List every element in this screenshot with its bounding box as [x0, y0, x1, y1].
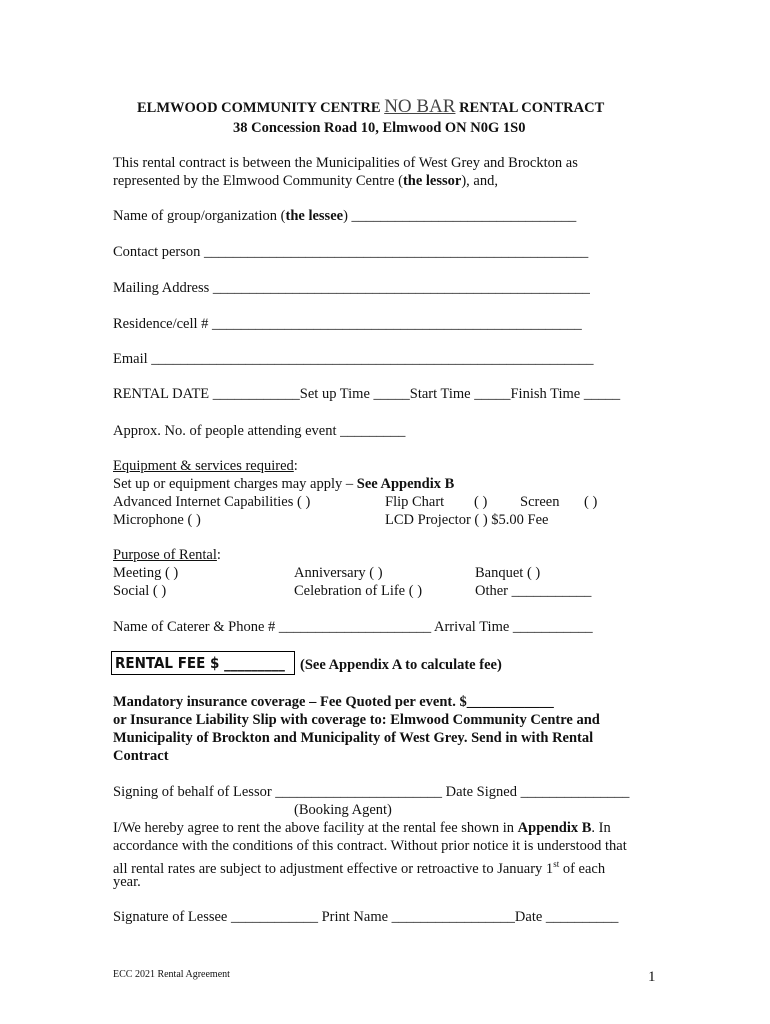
lessor-signing-field[interactable]: Signing of behalf of Lessor _______________________ Date Signed _______________	[113, 784, 630, 800]
mailing-address-field[interactable]: Mailing Address ____________________________________________________	[113, 280, 590, 296]
insurance-line-2: or Insurance Liability Slip with coverage to: Elmwood Community Centre and	[113, 712, 600, 728]
social-option[interactable]: Social ( )	[113, 583, 167, 599]
banquet-option[interactable]: Banquet ( )	[475, 565, 541, 581]
equipment-heading: Equipment & services required:	[113, 458, 298, 474]
insurance-line-3: Municipality of Brockton and Municipality of West Grey. Send in with Rental	[113, 730, 594, 746]
agreement-line-2: accordance with the conditions of this contract. Without prior notice it is understood that	[113, 838, 627, 854]
agreement-line-1: I/We hereby agree to rent the above facility at the rental fee shown in Appendix B. In	[113, 820, 611, 836]
purpose-heading: Purpose of Rental:	[113, 547, 221, 563]
document-address: 38 Concession Road 10, Elmwood ON N0G 1S0	[233, 120, 526, 136]
page-number: 1	[648, 969, 656, 985]
microphone-option[interactable]: Microphone ( )	[113, 512, 201, 528]
rental-fee-box[interactable]: RENTAL FEE $ _________	[111, 651, 295, 675]
no-bar-label: NO BAR	[384, 96, 456, 117]
meeting-option[interactable]: Meeting ( )	[113, 565, 179, 581]
contact-person-field[interactable]: Contact person _____________________________________________________	[113, 244, 589, 260]
anniversary-option[interactable]: Anniversary ( )	[294, 565, 383, 581]
insurance-line-4: Contract	[113, 748, 169, 764]
equipment-charges-note: Set up or equipment charges may apply – See Appendix B	[113, 476, 455, 492]
screen-checkbox[interactable]: ( )	[584, 494, 598, 510]
residence-cell-field[interactable]: Residence/cell # ___________________________________________________	[113, 316, 582, 332]
footer-label: ECC 2021 Rental Agreement	[113, 969, 230, 980]
document-title: ELMWOOD COMMUNITY CENTRE NO BAR RENTAL CONTRACT	[137, 96, 605, 117]
flip-chart-checkbox[interactable]: ( )	[474, 494, 488, 510]
rental-fee-note: (See Appendix A to calculate fee)	[300, 657, 502, 673]
agreement-line-4: year.	[113, 874, 141, 890]
attendance-field[interactable]: Approx. No. of people attending event _________	[113, 423, 406, 439]
group-name-field[interactable]: Name of group/organization (the lessee) _______________________________	[113, 208, 577, 224]
booking-agent-label: (Booking Agent)	[294, 802, 392, 818]
agreement-line-3: all rental rates are subject to adjustment effective or retroactive to January 1st of each	[113, 859, 606, 877]
screen-option[interactable]: Screen	[520, 494, 560, 510]
email-field[interactable]: Email _____________________________________________________________	[113, 351, 594, 367]
intro-line-2: represented by the Elmwood Community Centre (the lessor), and,	[113, 173, 498, 189]
other-option[interactable]: Other ___________	[475, 583, 592, 599]
lcd-projector-option[interactable]: LCD Projector ( ) $5.00 Fee	[385, 512, 549, 528]
flip-chart-option[interactable]: Flip Chart	[385, 494, 445, 510]
lessee-signature-row[interactable]: Signature of Lessee ____________ Print Name _________________Date __________	[113, 909, 619, 925]
internet-option[interactable]: Advanced Internet Capabilities ( )	[113, 494, 311, 510]
caterer-field[interactable]: Name of Caterer & Phone # _____________________ Arrival Time ___________	[113, 619, 593, 635]
intro-line-1: This rental contract is between the Municipalities of West Grey and Brockton as	[113, 155, 578, 171]
rental-date-row[interactable]: RENTAL DATE ____________Set up Time _____Start Time _____Finish Time _____	[113, 386, 621, 402]
celebration-of-life-option[interactable]: Celebration of Life ( )	[294, 583, 423, 599]
insurance-line-1: Mandatory insurance coverage – Fee Quoted per event. $____________	[113, 694, 554, 710]
